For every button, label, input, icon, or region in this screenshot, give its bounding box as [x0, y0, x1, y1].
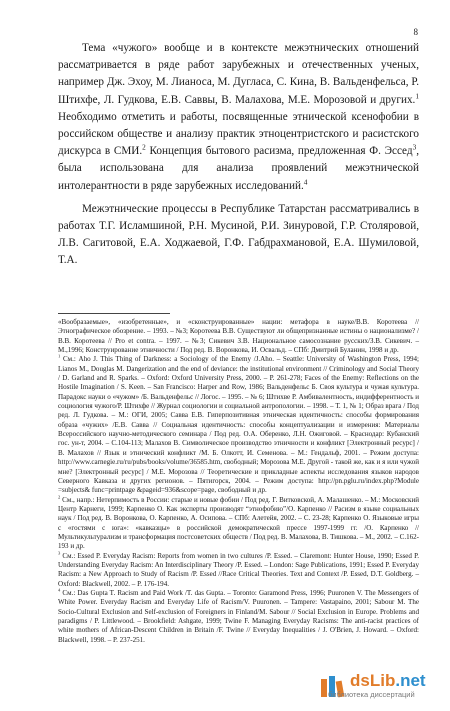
paragraph-text: , была использована для анализа проявлений межэтнической интолерантности в ряде зарубежных исследований.	[58, 145, 419, 192]
footnote-text: См., напр.: Нетерпимость в России: старые и новые фобии / Под ред. Г. Витковской, А. Малашенко. – М.: Московский Центр Карнеги, 1999; Карпенко О. Как эксперты производят “этнофобию”/О. Карпенко // Расизм в языке социальных наук / Под ред. В. Воронкова, О. Карпенко, А. Осипова. – СПб: Алетейя, 2002. – С. 23-28; Карпенко О. Языковые игры с «гостями с юга»: «кавказцы» в российской демократической прессе 1997-1999 гг. /О. Карпенко // Мультикультурализм и трансформация постсоветских обществ / Под ред. В. Малахова, В. Тишкова. – М., 2002. – С.162-193 и др.	[58, 495, 419, 551]
footnote-1	[58, 355, 419, 495]
footnote-ref-1[interactable]: 1	[415, 91, 419, 100]
dslib-watermark[interactable]	[318, 672, 444, 706]
footnote-2	[58, 496, 419, 552]
footnote-text: См.: Essed P. Everyday Racism: Reports from women in two cultures /P. Essed. – Claremont: Hunter House, 1990; Essed P. Understanding Everyday Racism: An Interdisciplinary Theory /P. Essed. – London: Sage Publications, 1991; Essed P. Everyday Racism: a New Approach to Study of Racism /P. Essed //Race Critical Theories. Text and Context /P. Essed, D.T. Goldberg. – Oxford: Blackwell, 2002. – P. 176-194.	[58, 551, 419, 588]
footnotes	[58, 318, 419, 645]
main-paragraph-1	[58, 40, 419, 195]
main-paragraph-2: Межэтнические процессы в Республике Татарстан рассматривались в работах Т.Г. Исламшиной, Р.Н. Мусиной, Р.И. Зинуровой, Г.Р. Столяровой, Л.В. Сагитовой, Е.А. Ходжаевой, Г.Ф. Габдрахмановой, Е.А. Шумиловой, Т.А.	[58, 202, 419, 267]
watermark-text	[328, 671, 426, 699]
footnote-ref-3[interactable]: 3	[412, 143, 417, 152]
footnote-continued: «Вообразаемые», «изобретенные», и «сконструированные» нации: метафора в науке/В.В. Коротеева // Этнографическое обозрение. – 1993. – №3; Коротеева В.В. Существуют ли общепризнанные истины о национализме? / В.В. Коротеева // Pro et contra. – 1997. – №3; Сикевич З.В. Национальное самосознание русских/З.В. Сикевич. – М.,1996; Конструирование этничности / Под ред. В. Воронкова, И. Освальд. – СПб: Дмитрий Буланин, 1998 и др.	[58, 318, 419, 355]
footnote-number: 3	[58, 550, 61, 556]
paragraph-text: Необходимо отметить и работы, посвященные этнической ксенофобии в российском обществе и анализу практик этноцентристского и расистского дискурса в СМИ.	[58, 110, 419, 158]
paragraph-text: Тема «чужого» вообще и в контексте межэтнических отношений рассматривается в ряде работ зарубежных и отечественных ученых, например Дж. Эхоу, М. Лианоса, М. Дугласа, С. Кина, В. Вальденфельса, Р. Штихфе, Л. Гудкова, Е.В. Саввы, В. Малахова, М.Е. Морозовой и других.	[58, 42, 419, 106]
logo-main: dsLib	[350, 671, 396, 690]
footnote-3	[58, 552, 419, 589]
footnote-ref-2[interactable]: 2	[142, 143, 146, 152]
footnote-number: 2	[58, 494, 61, 500]
footnote-text: См.: Aho J. This Thing of Darkness: a Sociology of the Enemy /J.Aho. – Seattle: University of Washington Press, 1994; Lianos M., Douglas M. Dangerization and the end of deviance: the institutional environment // Criminology and Social Theory / D. Garland and R. Sparks. – Oxford: Oxford University Press, 2000. – P. 261-278; Faces of the Enemy: Reflections on the Hostile Imagination / S. Keen. – San Francisco: Harper and Row, 1986; Вальденфельс Б. Своя культура и чужая культура. Парадокс науки о «чужом» /Б. Вальденфельс // Логос. – 1995. – № 6; Штихве Р. Амбивалентность, индифферентность и социология чужого/Р. Штихфе // Журнал социологии и социальной антропологии. – 1998. – Т. 1, № 1; Образ врага / Под ред. Л. Гудкова. – М.: ОГИ, 2005; Савва Е.В. Гиперпозитивная этническая идентичность: способы формирования образа «чужих» /Е.В. Савва // Социальная идентичность: способы концептуализации и измерения: Материалы Всероссийского научно-методического семинара / Под ред. О.А. Оберенко, Л.Н. Ожиговой. – Краснодар: Кубанский гос. ун-т, 2004. – С.104-113; Малахов В. Символическое производство этничности и конфликт [Электронный ресурс] /В. Малахов // Язык и этнический конфликт /М. Б. Олкотт, И. Семенова. – М.: Гендальф, 2001. – Режим доступа: http://www.carnegie.ru/ru/pubs/books/volume/36585.htm, свободный; Морозова М.Е. Другой - такой же, как и я или чужой мне? [Электронный ресурс] / М.Е. Морозова // Теоретические и прикладные аспекты исследования языков народов Северного Кавказа и других регионов. – Пятигорск, 2004. – Режим доступа: http://pn.pglu.ru/index.php?Module =subjects& func=printpage &pageid=936&scope=page, свободный и др.	[58, 355, 419, 495]
footnote-text: См.: Das Gupta T. Racism and Paid Work /T. das Gupta. – Toronto: Garamond Press, 1996; Puuronen V. The Messengers of White Power. Everyday Racism and Everyday Life of Racism/V. Puuronen. – Tampere: Vastapaino, 2001; Sabour M. The Socio-Cultural Exclusion and Self-exclusion of Foreigners in Finland/M. Sabour // Social Exclusion in Europe. Problems and paradigms / P. Littlewood. – Brookfield: Ashgate, 1999; Twine F. Managing Everyday Racisms: The anti-racist practices of white mothers of African-Descent Children in Britain /F. Twine // Everyday Inequalities / J. O'Brien, J. Howard. – Oxford: Blackwell, 1998. – P. 237-251.	[58, 588, 419, 644]
footnote-separator	[58, 313, 170, 314]
logo-ext: .net	[395, 671, 426, 690]
footnote-4	[58, 589, 419, 645]
footnote-number: 4	[58, 587, 61, 593]
main-text	[58, 40, 419, 270]
paragraph-text: Концепция бытового расизма, предложенная Ф. Эссед	[145, 145, 413, 158]
footnote-number: 1	[58, 354, 61, 360]
page-number: 8	[413, 27, 418, 37]
footnote-ref-4[interactable]: 4	[303, 177, 308, 186]
watermark-subtitle: библиотека диссертаций	[328, 690, 415, 699]
watermark-logo	[350, 672, 426, 690]
